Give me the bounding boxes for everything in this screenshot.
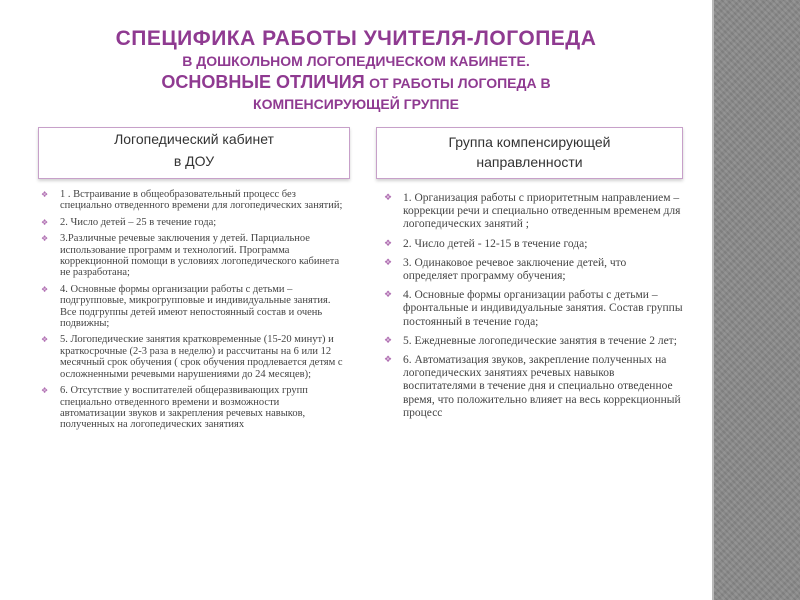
title-line-1: СПЕЦИФИКА РАБОТЫ УЧИТЕЛЯ-ЛОГОПЕДА	[115, 27, 597, 50]
title-main-differences: ОСНОВНЫЕ ОТЛИЧИЯ	[161, 71, 365, 92]
bullet-icon: ❖	[384, 193, 393, 203]
list-item	[383, 335, 683, 348]
right-header-line-2: направленности	[476, 154, 583, 170]
bullet-icon: ❖	[384, 355, 393, 366]
list-item	[40, 385, 344, 431]
bullet-icon: ❖	[41, 234, 49, 244]
list-item-text: 6. Отсутствие у воспитателей общеразвивающих групп специально отведенного времени и возможности автоматизации звуков и закрепления речевых навыков, полученных на логопедических занятиях	[60, 385, 308, 431]
list-item-text: 1 . Встраивание в общеобразовательный процесс без специально отведенного времени для логопедических занятий;	[60, 189, 343, 212]
right-column-header	[376, 127, 683, 179]
bullet-icon: ❖	[384, 238, 393, 249]
list-item	[383, 238, 683, 251]
right-column-list	[383, 192, 683, 426]
list-item	[40, 217, 344, 228]
bullet-icon: ❖	[41, 217, 49, 227]
left-column-header	[38, 127, 350, 179]
list-item	[40, 284, 344, 330]
bullet-icon: ❖	[41, 284, 49, 294]
left-column-list	[40, 189, 344, 436]
title-line-3-tail: ОТ РАБОТЫ ЛОГОПЕДА В	[369, 74, 551, 91]
list-item-text: 6. Автоматизация звуков, закрепление полученных на логопедических занятиях речевых навыков воспитателями в течение дня и специально отведенное время, что положительно влияет на весь коррекционный процесс	[403, 354, 681, 419]
left-header-line-2: в ДОУ	[173, 153, 215, 169]
bullet-icon: ❖	[384, 257, 393, 268]
list-item-text: 4. Основные формы организации работы с детьми – фронтальные и индивидуальные занятия. Состав группы постоянный в течение года;	[403, 289, 683, 328]
list-item-text: 2. Число детей - 12-15 в течение года;	[403, 237, 588, 250]
title-line-3	[20, 72, 692, 94]
left-header-line-1: Логопедический кабинет	[114, 131, 274, 147]
title-line-4: КОМПЕНСИРУЮЩЕЙ ГРУППЕ	[253, 95, 459, 112]
list-item	[40, 189, 344, 212]
list-item	[383, 289, 683, 329]
list-item	[40, 233, 344, 279]
list-item-text: 2. Число детей – 25 в течение года;	[60, 216, 217, 228]
list-item	[383, 354, 683, 420]
bullet-icon: ❖	[41, 386, 49, 396]
list-item-text: 1. Организация работы с приоритетным направлением – коррекции речи и специально отведенным временем для логопедических занятий ;	[403, 192, 681, 231]
bullet-icon: ❖	[384, 290, 393, 301]
list-item	[40, 334, 344, 380]
list-item	[383, 257, 683, 283]
decorative-side-panel	[712, 0, 800, 600]
list-item-text: 4. Основные формы организации работы с детьми – подгрупповые, микрогрупповые и индивидуальные занятия. Все подгруппы детей имеют непостоянный состав и очень подвижны;	[60, 283, 331, 330]
bullet-icon: ❖	[41, 190, 49, 199]
title-line-2: В ДОШКОЛЬНОМ ЛОГОПЕДИЧЕСКОМ КАБИНЕТЕ.	[182, 53, 530, 70]
list-item-text: 5. Ежедневные логопедические занятия в течение 2 лет;	[403, 334, 677, 347]
bullet-icon: ❖	[41, 335, 49, 345]
list-item-text: 5. Логопедические занятия кратковременные (15-20 минут) и краткосрочные (2-3 раза в неделю) и рассчитаны на 6 или 12 месячный срок обучения ( срок обучения продлевается детям с осложненными речевыми нарушениями до 24 месяцев);	[60, 334, 343, 380]
list-item	[383, 192, 683, 232]
right-header-line-1: Группа компенсирующей	[448, 134, 611, 150]
list-item-text: 3. Одинаковое речевое заключение детей, что определяет программу обучения;	[403, 256, 627, 283]
slide-title	[20, 26, 692, 112]
bullet-icon: ❖	[384, 335, 393, 346]
list-item-text: 3.Различные речевые заключения у детей. Парциальное использование программ и технологий. Программа коррекционной помощи в условиях логопедического кабинета не разработана;	[60, 233, 340, 279]
